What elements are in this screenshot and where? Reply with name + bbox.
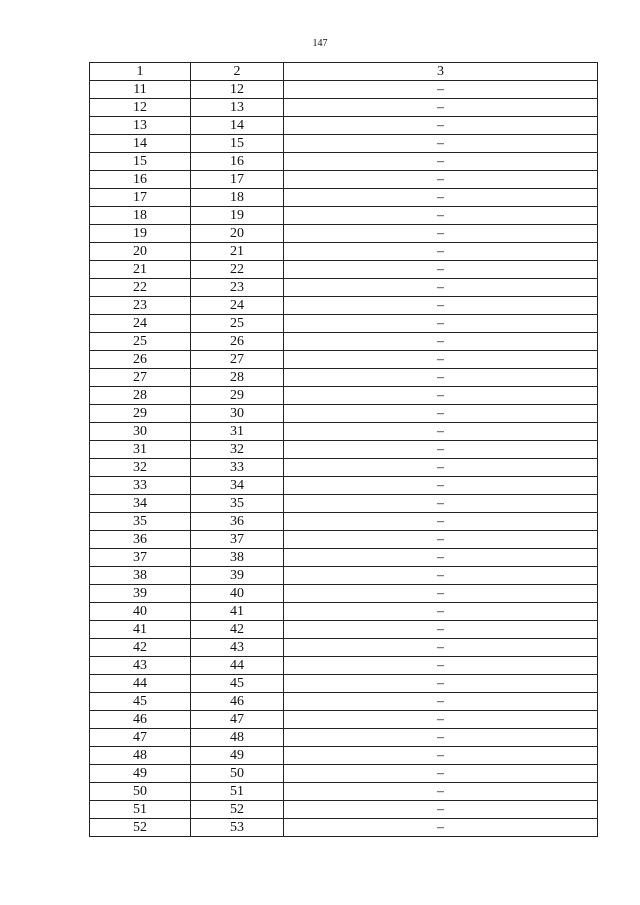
table-cell-col-2: 12	[191, 81, 284, 99]
table-cell-col-1: 42	[90, 639, 191, 657]
table-cell-col-1: 40	[90, 603, 191, 621]
table-cell-col-1: 44	[90, 675, 191, 693]
table-cell-col-3: –	[284, 459, 598, 477]
table-cell-col-1: 34	[90, 495, 191, 513]
table-cell-col-1: 46	[90, 711, 191, 729]
table-cell-col-1: 25	[90, 333, 191, 351]
table-cell-col-2: 32	[191, 441, 284, 459]
table-cell-col-2: 37	[191, 531, 284, 549]
table-cell-col-2: 43	[191, 639, 284, 657]
table-cell-col-2: 51	[191, 783, 284, 801]
table-cell-col-3: –	[284, 207, 598, 225]
table-cell-col-2: 18	[191, 189, 284, 207]
table-row	[90, 225, 598, 243]
table-row	[90, 477, 598, 495]
table-cell-col-1: 52	[90, 819, 191, 837]
table-cell-col-1: 51	[90, 801, 191, 819]
table-cell-col-1: 12	[90, 99, 191, 117]
table-row	[90, 657, 598, 675]
table-cell-col-3: –	[284, 477, 598, 495]
table-cell-col-3: –	[284, 585, 598, 603]
table-row	[90, 729, 598, 747]
table-cell-col-2: 21	[191, 243, 284, 261]
table-row	[90, 261, 598, 279]
table-cell-col-2: 34	[191, 477, 284, 495]
page-number: 147	[312, 38, 328, 49]
table-row	[90, 765, 598, 783]
table-cell-col-3: –	[284, 801, 598, 819]
table-cell-col-2: 15	[191, 135, 284, 153]
table-cell-col-1: 39	[90, 585, 191, 603]
table-cell-col-1: 31	[90, 441, 191, 459]
table-row	[90, 279, 598, 297]
table-cell-col-3: –	[284, 603, 598, 621]
table-cell-col-1: 23	[90, 297, 191, 315]
table-row	[90, 351, 598, 369]
table-cell-col-3: –	[284, 261, 598, 279]
table-cell-col-3: –	[284, 423, 598, 441]
table-cell-col-2: 30	[191, 405, 284, 423]
table-cell-col-1: 36	[90, 531, 191, 549]
table-row	[90, 621, 598, 639]
table-row	[90, 513, 598, 531]
table-cell-col-2: 24	[191, 297, 284, 315]
table-row	[90, 549, 598, 567]
table-cell-col-2: 29	[191, 387, 284, 405]
table-body	[90, 63, 598, 837]
table-cell-col-3: –	[284, 819, 598, 837]
table-cell-col-2: 49	[191, 747, 284, 765]
table-cell-col-3: –	[284, 171, 598, 189]
table-cell-col-2: 13	[191, 99, 284, 117]
table-cell-col-2: 19	[191, 207, 284, 225]
table-cell-col-3: –	[284, 225, 598, 243]
table-cell-col-1: 49	[90, 765, 191, 783]
table-cell-col-3: –	[284, 117, 598, 135]
table-cell-col-1: 38	[90, 567, 191, 585]
table-row	[90, 567, 598, 585]
table-cell-col-3: –	[284, 567, 598, 585]
table-cell-col-1: 18	[90, 207, 191, 225]
table-cell-col-3: –	[284, 639, 598, 657]
table-cell-col-2: 26	[191, 333, 284, 351]
table-row	[90, 639, 598, 657]
table-cell-col-2: 22	[191, 261, 284, 279]
table-cell-col-3: –	[284, 729, 598, 747]
table-cell-col-2: 46	[191, 693, 284, 711]
table-cell-col-1: 19	[90, 225, 191, 243]
table-row	[90, 189, 598, 207]
table-row	[90, 441, 598, 459]
table-cell-col-1: 41	[90, 621, 191, 639]
table-cell-col-3: –	[284, 513, 598, 531]
table-cell-col-1: 22	[90, 279, 191, 297]
table-cell-col-1: 26	[90, 351, 191, 369]
table-cell-col-3: –	[284, 99, 598, 117]
table-row	[90, 747, 598, 765]
table-cell-col-1: 21	[90, 261, 191, 279]
table-cell-col-3: –	[284, 549, 598, 567]
table-row	[90, 135, 598, 153]
table-cell-col-1: 17	[90, 189, 191, 207]
table-cell-col-1: 16	[90, 171, 191, 189]
table-cell-col-3: –	[284, 243, 598, 261]
table-cell-col-3: –	[284, 765, 598, 783]
table-cell-col-2: 31	[191, 423, 284, 441]
table-cell-col-2: 53	[191, 819, 284, 837]
table-cell-col-2: 16	[191, 153, 284, 171]
table-row	[90, 81, 598, 99]
table-cell-col-1: 29	[90, 405, 191, 423]
table-row	[90, 783, 598, 801]
table-cell-col-2: 44	[191, 657, 284, 675]
table-cell-col-1: 24	[90, 315, 191, 333]
table-cell-col-2: 52	[191, 801, 284, 819]
table-cell-col-3: –	[284, 747, 598, 765]
table-cell-col-2: 35	[191, 495, 284, 513]
table-row	[90, 99, 598, 117]
table-row	[90, 585, 598, 603]
table-cell-col-1: 28	[90, 387, 191, 405]
table-row	[90, 495, 598, 513]
table-cell-col-3: –	[284, 351, 598, 369]
table-row	[90, 603, 598, 621]
table-row	[90, 531, 598, 549]
table-cell-col-3: –	[284, 783, 598, 801]
table-cell-col-3: –	[284, 657, 598, 675]
table-row	[90, 405, 598, 423]
table-row	[90, 423, 598, 441]
table-cell-col-3: –	[284, 621, 598, 639]
table-cell-col-1: 45	[90, 693, 191, 711]
table-cell-col-3: –	[284, 297, 598, 315]
table-cell-col-1: 35	[90, 513, 191, 531]
table-cell-col-3: –	[284, 369, 598, 387]
table-cell-col-2: 47	[191, 711, 284, 729]
table-cell-col-1: 15	[90, 153, 191, 171]
table-cell-col-2: 20	[191, 225, 284, 243]
table-row	[90, 369, 598, 387]
table-cell-col-1: 43	[90, 657, 191, 675]
table-row	[90, 153, 598, 171]
table-cell-col-2: 50	[191, 765, 284, 783]
table-cell-col-1: 13	[90, 117, 191, 135]
table-cell-col-2: 48	[191, 729, 284, 747]
table-cell-col-2: 25	[191, 315, 284, 333]
table-cell-col-2: 28	[191, 369, 284, 387]
table-cell-col-3: –	[284, 441, 598, 459]
table-cell-col-1: 37	[90, 549, 191, 567]
table-cell-col-2: 39	[191, 567, 284, 585]
table-cell-col-1: 30	[90, 423, 191, 441]
table-row	[90, 315, 598, 333]
table-cell-col-2: 23	[191, 279, 284, 297]
table-cell-col-2: 41	[191, 603, 284, 621]
table-cell-col-2: 38	[191, 549, 284, 567]
header-cell-col-1: 1	[90, 63, 191, 81]
table-cell-col-1: 27	[90, 369, 191, 387]
table-row	[90, 711, 598, 729]
table-cell-col-3: –	[284, 315, 598, 333]
table-cell-col-1: 48	[90, 747, 191, 765]
table-cell-col-3: –	[284, 711, 598, 729]
table-cell-col-3: –	[284, 153, 598, 171]
table-cell-col-1: 50	[90, 783, 191, 801]
table-row	[90, 459, 598, 477]
table-cell-col-2: 14	[191, 117, 284, 135]
table-cell-col-1: 14	[90, 135, 191, 153]
table-row	[90, 117, 598, 135]
table-cell-col-3: –	[284, 693, 598, 711]
table-cell-col-3: –	[284, 279, 598, 297]
table-cell-col-1: 20	[90, 243, 191, 261]
table-row	[90, 675, 598, 693]
table-cell-col-1: 11	[90, 81, 191, 99]
table-row	[90, 171, 598, 189]
table-row	[90, 693, 598, 711]
table-cell-col-2: 17	[191, 171, 284, 189]
table-cell-col-2: 27	[191, 351, 284, 369]
table-row	[90, 387, 598, 405]
table-row	[90, 819, 598, 837]
table-cell-col-3: –	[284, 81, 598, 99]
table-row	[90, 333, 598, 351]
table-cell-col-2: 33	[191, 459, 284, 477]
table-cell-col-3: –	[284, 531, 598, 549]
table-cell-col-1: 33	[90, 477, 191, 495]
table-cell-col-3: –	[284, 387, 598, 405]
table-row	[90, 801, 598, 819]
table-cell-col-2: 36	[191, 513, 284, 531]
table-row	[90, 207, 598, 225]
table-cell-col-2: 40	[191, 585, 284, 603]
header-cell-col-3: 3	[284, 63, 598, 81]
table-header-row	[90, 63, 598, 81]
table-cell-col-1: 32	[90, 459, 191, 477]
table-cell-col-3: –	[284, 405, 598, 423]
table-cell-col-3: –	[284, 189, 598, 207]
table-cell-col-3: –	[284, 333, 598, 351]
table-cell-col-1: 47	[90, 729, 191, 747]
data-table	[89, 62, 598, 837]
table-cell-col-3: –	[284, 135, 598, 153]
table-row	[90, 297, 598, 315]
table-cell-col-3: –	[284, 675, 598, 693]
table-cell-col-2: 45	[191, 675, 284, 693]
table-row	[90, 243, 598, 261]
header-cell-col-2: 2	[191, 63, 284, 81]
table-cell-col-2: 42	[191, 621, 284, 639]
table-cell-col-3: –	[284, 495, 598, 513]
